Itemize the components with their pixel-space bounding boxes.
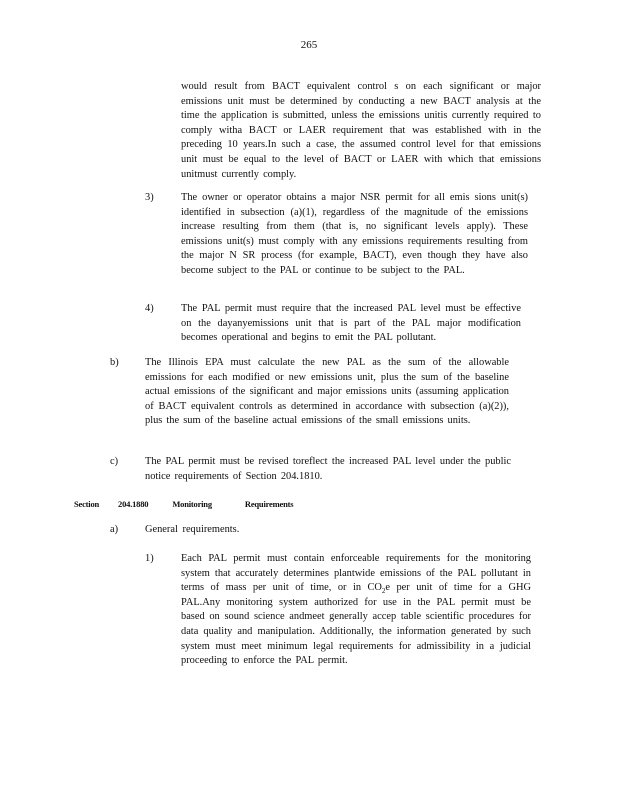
item-a1-text-part2: e per unit of time for a GHG PAL.Any monitoring system authorized for use in the PAL permit must be based on sound science andmeet generally accep table scientific procedures for data quality and manipulation. Additionally, the information generated by such system must meet minimum legal requirements for admissibility in a judicial proceeding to enforce the PAL permit. — [181, 582, 531, 667]
item-c-text: The PAL permit must be revised toreflect the increased PAL level under the public notice requirements of Section 204.1810. — [145, 456, 511, 482]
item-4-text: The PAL permit must require that the increased PAL level must be effective on the dayanyemissions unit that is part of the PAL major modification becomes operational and begins to emit the PAL pollutant. — [181, 303, 521, 344]
item-a1-text-part1: Each PAL permit must contain enforceable requirements for the monitoring system that accurately determines plantwide emissions of the PAL pollutant in terms of mass per unit of time, or in CO — [181, 553, 531, 594]
section-number: 204.1880 — [118, 499, 149, 509]
item-a-text: General requirements. — [145, 524, 240, 535]
item-a1-text — [181, 552, 531, 669]
item-a-marker: a) — [110, 524, 119, 535]
item-c-marker: c) — [110, 456, 119, 467]
co2-subscript: 2 — [381, 587, 386, 596]
section-heading — [74, 497, 293, 512]
item-b-marker: b) — [110, 357, 119, 368]
item-4-marker: 4) — [145, 303, 154, 314]
item-b-text: The Illinois EPA must calculate the new PAL as the sum of the allowable emissions for each modified or new emissions unit, plus the sum of the baseline actual emissions of the significant and major emissions units (assuming application of BACT equivalent controls as determined in accordance with subsection (a)(2)), plus the sum of the baseline actual emissions of the small emissions units. — [145, 357, 509, 427]
item-3-marker: 3) — [145, 192, 154, 203]
page-number: 265 — [300, 39, 318, 51]
section-title-word-1: Monitoring — [172, 499, 212, 509]
item-3-text: The owner or operator obtains a major NSR permit for all emis sions unit(s) identified in subsection (a)(1), regardless of the magnitude of the emissions increase resulting from them (that is, no significant levels apply). These emissions unit(s) must comply with any emissions requirements resulting from the major N SR process (for example, BACT), even though they have also become subject to the PAL or continue to be subject to the PAL. — [181, 192, 528, 276]
section-title-word-2: Requirements — [244, 499, 294, 509]
item-a1-marker: 1) — [145, 553, 154, 564]
section-label: Section — [74, 499, 100, 509]
continuation-paragraph: would result from BACT equivalent control s on each significant or major emissions unit must be determined by conducting a new BACT analysis at the time the application is submitted, unless the emissions unitis currently required to comply witha BACT or LAER requirement that was established with in the preceding 10 years.In such a case, the assumed control level for that emissions unit must be equal to the level of BACT or LAER with which that emissions unitmust currently comply. — [181, 81, 541, 180]
